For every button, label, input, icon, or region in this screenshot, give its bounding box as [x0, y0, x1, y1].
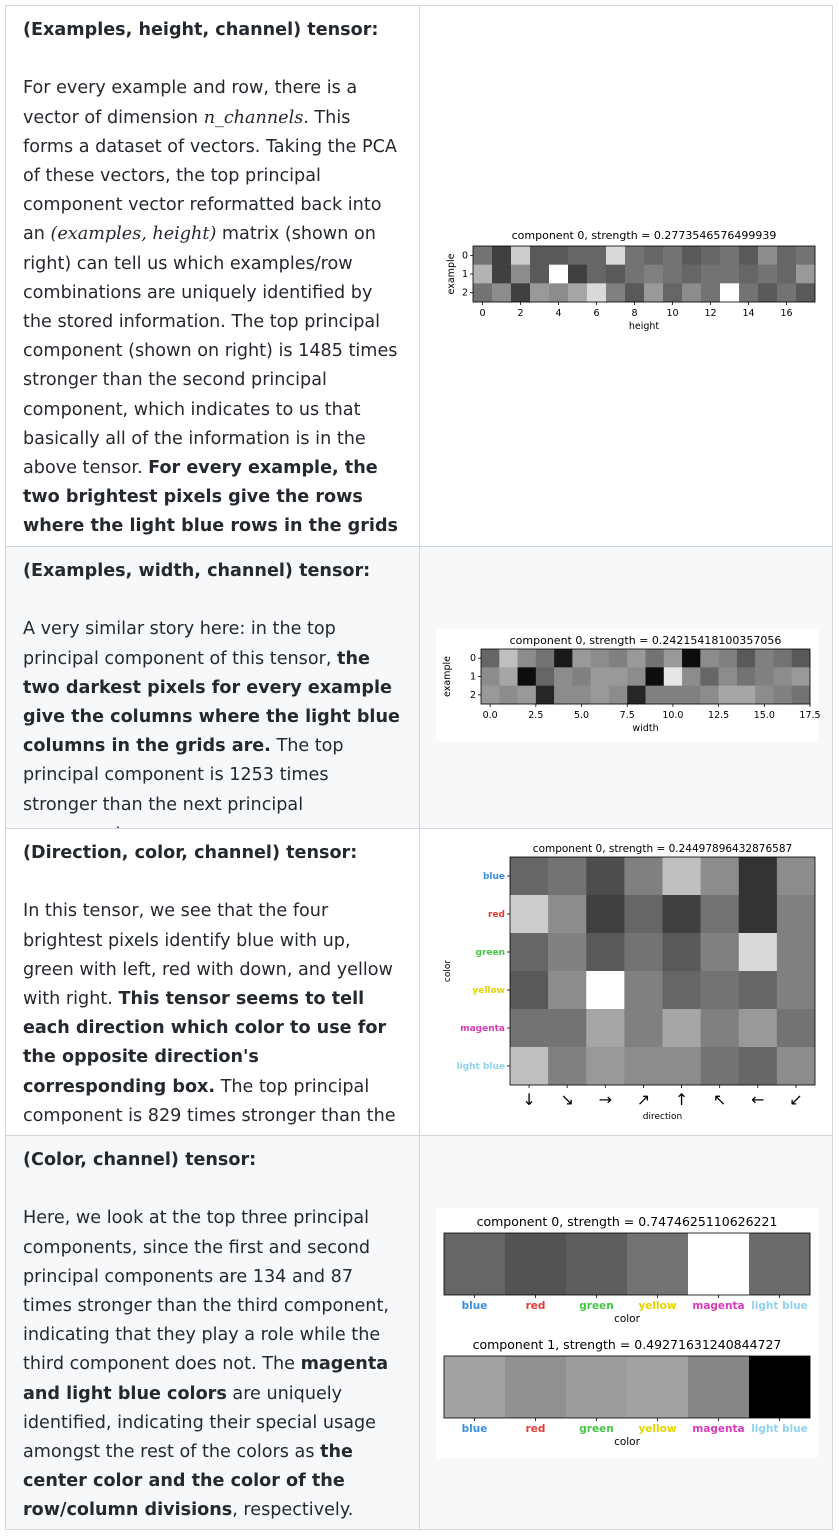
table-row-width-tensor — [5, 546, 833, 829]
heatmap-cell — [511, 283, 530, 302]
heatmap-cell — [663, 246, 682, 265]
x-tick-label: 16 — [780, 308, 793, 319]
heatmap-cell — [554, 667, 573, 686]
heatmap-cell — [624, 1009, 662, 1047]
heatmap-cell — [548, 857, 586, 895]
heatmap-cell — [505, 1356, 566, 1418]
heatmap-cell — [609, 686, 628, 705]
y-axis-label: example — [442, 656, 453, 697]
heatmap-cell — [773, 649, 792, 668]
heatmap-cell — [473, 246, 492, 265]
heatmap-cell — [481, 667, 500, 686]
math-expression: n_channels — [203, 107, 304, 128]
heatmap-cell — [549, 246, 568, 265]
x-tick-label: 14 — [742, 308, 755, 319]
heatmap-cell — [777, 1047, 815, 1085]
heatmap-cell — [739, 1009, 777, 1047]
heatmap-cell — [587, 283, 606, 302]
heatmap-cell — [739, 933, 777, 971]
heatmap-cell — [624, 1047, 662, 1085]
heatmap-cell — [792, 649, 811, 668]
x-tick-label: red — [525, 1423, 546, 1435]
heatmap-cell — [568, 246, 587, 265]
x-tick-label: magenta — [692, 1423, 745, 1435]
heatmap-cell — [536, 667, 555, 686]
heatmap-cell — [777, 246, 796, 265]
heatmap-cell — [499, 686, 518, 705]
x-tick-label: 12.5 — [708, 710, 730, 721]
heatmap-cell — [663, 1009, 701, 1047]
y-tick-label: 0 — [461, 250, 468, 262]
heatmap-cell — [627, 1233, 688, 1295]
heatmap-cell — [444, 1356, 505, 1418]
heatmap-cell — [682, 667, 701, 686]
heatmap-figure — [436, 629, 821, 741]
heatmap-cell — [719, 649, 738, 668]
heatmap-cell — [663, 971, 701, 1009]
paragraph-text: . This forms a dataset of vectors. Taking the PCA of these vectors, the top principal component vector reformatted back into an — [23, 107, 397, 245]
x-tick-label: 15.0 — [753, 710, 775, 721]
section-heading: (Examples, height, channel) tensor: — [23, 20, 379, 40]
heatmap-cell — [518, 667, 537, 686]
heatmap-cell — [664, 686, 683, 705]
x-tick-label: 10 — [666, 308, 679, 319]
heatmap-cell — [719, 686, 738, 705]
heatmap-cell — [701, 1009, 739, 1047]
heatmap-cell — [572, 649, 591, 668]
heatmap-cell — [663, 895, 701, 933]
heatmap-cell — [587, 265, 606, 284]
y-tick-label: 0 — [469, 653, 476, 665]
heatmap-cell — [663, 265, 682, 284]
heatmap-cell — [664, 667, 683, 686]
heatmap-cell — [688, 1356, 749, 1418]
description-cell — [23, 839, 406, 1160]
heatmap-cell — [663, 857, 701, 895]
y-tick-label: 1 — [461, 269, 468, 280]
paragraph-text: In this tensor, we see that the four brightest pixels identify blue with up, green with left, red with down, and yellow with right. — [23, 901, 393, 1009]
description-cell — [23, 1146, 406, 1526]
heatmap-cell — [777, 283, 796, 302]
heatmap-cell — [510, 857, 548, 895]
heatmap-cell — [773, 667, 792, 686]
heatmap-cell — [682, 686, 701, 705]
section-heading: (Color, channel) tensor: — [23, 1150, 257, 1170]
chart-title: component 1, strength = 0.49271631240844727 — [472, 1337, 782, 1352]
chart-title: component 0, strength = 0.2773546576499939 — [511, 229, 777, 242]
heatmap-cell — [701, 1047, 739, 1085]
table-row-direction-tensor — [5, 828, 833, 1136]
math-expression: (examples, height) — [50, 224, 217, 245]
heatmap-cell — [548, 971, 586, 1009]
heatmap-cell — [530, 246, 549, 265]
x-tick-label: green — [579, 1300, 614, 1312]
heatmap-cell — [624, 933, 662, 971]
heatmap-cell — [663, 1047, 701, 1085]
x-tick-label: 6 — [593, 308, 600, 319]
paragraph-text: are uniquely identified, indicating their special usage amongst the rest of the colors as — [23, 1383, 376, 1463]
heatmap-cell — [536, 649, 555, 668]
heatmap-cell — [481, 649, 500, 668]
y-axis-label: example — [446, 253, 457, 295]
bold-text: This tensor seems to tell each direction which color to use for the opposite direction's corresponding box. — [23, 989, 387, 1097]
paragraph-text: The top principal component is 829 times stronger than the — [23, 1076, 396, 1126]
column-divider — [419, 829, 420, 1135]
y-tick-label: yellow — [472, 986, 505, 996]
section-paragraph — [23, 615, 406, 849]
heatmap-cell — [444, 1233, 505, 1295]
x-tick-label: 10.0 — [662, 710, 684, 721]
heatmap-cell — [627, 686, 646, 705]
heatmap-cell — [627, 1356, 688, 1418]
heatmap-cell — [700, 649, 719, 668]
heatmap-cell — [548, 1047, 586, 1085]
y-tick-label: light blue — [456, 1062, 505, 1072]
heatmap-chart-pair — [436, 1208, 818, 1458]
x-axis-label: height — [628, 321, 660, 332]
heatmap-cell — [701, 933, 739, 971]
heatmap-cell — [549, 283, 568, 302]
heatmap-cell — [518, 686, 537, 705]
x-tick-label: red — [525, 1300, 546, 1312]
bold-text: the two darkest pixels for every example give the columns where the light blue columns in the grids are. — [23, 648, 400, 757]
heatmap-cell — [510, 933, 548, 971]
heatmap-cell — [606, 283, 625, 302]
heatmap-cell — [473, 265, 492, 284]
y-tick-label: 1 — [469, 671, 476, 683]
table-row-height-tensor — [5, 5, 833, 547]
heatmap-cell — [591, 649, 610, 668]
heatmap-cell — [682, 265, 701, 284]
x-tick-label: → — [598, 1090, 613, 1109]
heatmap-cell — [739, 246, 758, 265]
heatmap-cell — [586, 857, 624, 895]
x-tick-label: blue — [461, 1300, 488, 1312]
section-paragraph — [23, 897, 406, 1160]
y-tick-label: 2 — [461, 287, 468, 299]
x-tick-label: 17.5 — [799, 710, 821, 721]
chart-title: component 0, strength = 0.24215418100357056 — [509, 634, 782, 647]
heatmap-cell — [548, 895, 586, 933]
heatmap-cell — [739, 1047, 777, 1085]
heatmap-chart — [436, 629, 821, 741]
x-tick-label: ← — [751, 1090, 765, 1109]
heatmap-figure — [436, 837, 822, 1129]
heatmap-cell — [777, 857, 815, 895]
x-tick-label: ↓ — [522, 1090, 536, 1109]
heatmap-cell — [606, 246, 625, 265]
x-tick-label: ↙ — [789, 1090, 803, 1109]
heatmap-cell — [792, 667, 811, 686]
heatmap-cell — [492, 265, 511, 284]
x-tick-label: ↘ — [560, 1090, 574, 1109]
heatmap-cell — [518, 649, 537, 668]
heatmap-cell — [627, 667, 646, 686]
heatmap-cell — [492, 246, 511, 265]
heatmap-cell — [749, 1233, 810, 1295]
heatmap-cell — [720, 283, 739, 302]
y-tick-label: 2 — [469, 689, 476, 701]
heatmap-cell — [499, 649, 518, 668]
heatmap-cell — [586, 895, 624, 933]
heatmap-cell — [586, 933, 624, 971]
heatmap-cell — [739, 265, 758, 284]
table-row-color-tensor — [5, 1135, 833, 1530]
x-tick-label: magenta — [692, 1300, 745, 1312]
heatmap-cell — [548, 1009, 586, 1047]
paragraph-text: Here, we look at the top three principal components, since the first and second principal components are 134 and 87 times stronger than the third component, indicating that they play a role while the third component does not. The — [23, 1208, 389, 1375]
heatmap-cell — [625, 246, 644, 265]
x-tick-label: ↗ — [636, 1090, 651, 1109]
column-divider — [419, 1136, 420, 1529]
heatmap-cell — [749, 1356, 810, 1418]
x-tick-label: ↑ — [674, 1090, 689, 1109]
x-tick-label: 2.5 — [528, 710, 544, 721]
heatmap-cell — [606, 265, 625, 284]
heatmap-cell — [777, 971, 815, 1009]
heatmap-cell — [758, 246, 777, 265]
heatmap-cell — [591, 686, 610, 705]
heatmap-cell — [510, 1009, 548, 1047]
heatmap-cell — [758, 265, 777, 284]
heatmap-cell — [701, 246, 720, 265]
heatmap-cell — [739, 971, 777, 1009]
heatmap-cell — [646, 649, 665, 668]
y-axis-label: color — [443, 959, 453, 983]
heatmap-cell — [492, 283, 511, 302]
section-heading: (Examples, width, channel) tensor: — [23, 561, 371, 581]
bold-text: the center color and the color of the row/column divisions — [23, 1442, 353, 1521]
heatmap-cell — [701, 265, 720, 284]
heatmap-cell — [586, 1047, 624, 1085]
heatmap-cell — [625, 265, 644, 284]
heatmap-cell — [548, 933, 586, 971]
heatmap-cell — [510, 1047, 548, 1085]
heatmap-cell — [755, 686, 774, 705]
paragraph-text: For every example and row, there is a vector of dimension — [23, 78, 358, 128]
bold-text: magenta and light blue colors — [23, 1354, 389, 1404]
heatmap-cell — [499, 667, 518, 686]
heatmap-cell — [554, 649, 573, 668]
section-heading: (Direction, color, channel) tensor: — [23, 843, 358, 863]
x-axis-label: width — [632, 723, 659, 734]
heatmap-cell — [530, 283, 549, 302]
heatmap-cell — [777, 1009, 815, 1047]
heatmap-cell — [682, 246, 701, 265]
x-tick-label: light blue — [751, 1300, 808, 1312]
heatmap-cell — [644, 265, 663, 284]
heatmap-cell — [777, 265, 796, 284]
heatmap-cell — [720, 265, 739, 284]
x-tick-label: 8 — [631, 308, 638, 319]
paragraph-text: A very similar story here: in the top principal component of this tensor, — [23, 619, 338, 669]
heatmap-cell — [646, 686, 665, 705]
heatmap-cell — [646, 667, 665, 686]
heatmap-cell — [737, 667, 756, 686]
heatmap-cell — [739, 857, 777, 895]
x-tick-label: ↖ — [712, 1090, 727, 1109]
heatmap-cell — [511, 265, 530, 284]
heatmap-cell — [701, 857, 739, 895]
description-cell — [23, 557, 406, 849]
heatmap-cell — [755, 649, 774, 668]
section-paragraph — [23, 1204, 406, 1525]
heatmap-cell — [777, 933, 815, 971]
heatmap-cell — [688, 1233, 749, 1295]
heatmap-cell — [664, 649, 683, 668]
heatmap-cell — [700, 667, 719, 686]
heatmap-cell — [719, 667, 738, 686]
heatmap-cell — [755, 667, 774, 686]
heatmap-cell — [554, 686, 573, 705]
heatmap-cell — [511, 246, 530, 265]
heatmap-cell — [591, 667, 610, 686]
heatmap-cell — [566, 1356, 627, 1418]
paragraph-text: matrix (shown on right) can tell us which examples/row combinations are uniquely identified by the stored information. The top principal component (shown on right) is 1485 times stronger than the second principal component, which indicates to us that basically all of the information is in the above tensor. — [23, 224, 398, 479]
x-tick-label: 4 — [555, 308, 562, 319]
heatmap-cell — [586, 971, 624, 1009]
bold-text: For every example, the two brightest pixels give the rows where the light blue rows in the grids — [23, 458, 399, 537]
heatmap-cell — [777, 895, 815, 933]
heatmap-cell — [572, 686, 591, 705]
heatmap-cell — [572, 667, 591, 686]
x-axis-label: color — [614, 1436, 640, 1448]
heatmap-cell — [530, 265, 549, 284]
heatmap-cell — [568, 283, 587, 302]
heatmap-cell — [627, 649, 646, 668]
heatmap-cell — [739, 895, 777, 933]
paragraph-text: The top principal component is 1253 times stronger than the next principal — [23, 736, 344, 815]
heatmap-cell — [682, 649, 701, 668]
column-divider — [419, 547, 420, 828]
heatmap-cell — [796, 283, 815, 302]
heatmap-cell — [624, 895, 662, 933]
heatmap-cell — [549, 265, 568, 284]
chart-title: component 0, strength = 0.24497896432876587 — [532, 843, 793, 855]
x-tick-label: 0.0 — [482, 710, 498, 721]
x-tick-label: blue — [461, 1423, 488, 1435]
heatmap-cell — [737, 649, 756, 668]
heatmap-cell — [737, 686, 756, 705]
x-tick-label: yellow — [638, 1300, 677, 1312]
x-tick-label: 5.0 — [573, 710, 590, 721]
y-tick-label: magenta — [460, 1024, 505, 1034]
heatmap-cell — [510, 971, 548, 1009]
heatmap-cell — [609, 649, 628, 668]
heatmap-cell — [624, 857, 662, 895]
y-tick-label: red — [488, 910, 505, 920]
heatmap-cell — [663, 283, 682, 302]
x-axis-label: direction — [642, 1112, 683, 1122]
heatmap-cell — [701, 283, 720, 302]
x-tick-label: 0 — [479, 308, 486, 319]
x-tick-label: yellow — [638, 1423, 677, 1435]
y-tick-label: blue — [482, 872, 505, 882]
heatmap-cell — [792, 686, 811, 705]
heatmap-cell — [796, 246, 815, 265]
heatmap-cell — [566, 1233, 627, 1295]
description-cell — [23, 16, 406, 571]
x-tick-label: green — [579, 1423, 614, 1435]
x-tick-label: light blue — [751, 1423, 808, 1435]
heatmap-cell — [758, 283, 777, 302]
y-tick-label: green — [475, 948, 505, 958]
section-paragraph — [23, 74, 406, 570]
heatmap-chart — [440, 220, 820, 338]
heatmap-cell — [568, 265, 587, 284]
heatmap-cell — [701, 971, 739, 1009]
heatmap-cell — [700, 686, 719, 705]
x-tick-label: 2 — [517, 308, 524, 319]
heatmap-cell — [536, 686, 555, 705]
heatmap-figure — [436, 1208, 818, 1458]
heatmap-cell — [720, 246, 739, 265]
heatmap-cell — [739, 283, 758, 302]
heatmap-cell — [505, 1233, 566, 1295]
chart-title: component 0, strength = 0.7474625110626221 — [476, 1214, 778, 1229]
column-divider — [419, 6, 420, 546]
heatmap-cell — [682, 283, 701, 302]
heatmap-cell — [609, 667, 628, 686]
heatmap-cell — [481, 686, 500, 705]
heatmap-cell — [473, 283, 492, 302]
heatmap-cell — [624, 971, 662, 1009]
x-axis-label: color — [614, 1313, 640, 1325]
heatmap-cell — [625, 283, 644, 302]
heatmap-cell — [773, 686, 792, 705]
heatmap-cell — [586, 1009, 624, 1047]
heatmap-cell — [663, 933, 701, 971]
x-tick-label: 12 — [704, 308, 717, 319]
heatmap-cell — [587, 246, 606, 265]
heatmap-cell — [644, 246, 663, 265]
heatmap-cell — [510, 895, 548, 933]
heatmap-figure — [440, 220, 820, 338]
heatmap-cell — [796, 265, 815, 284]
heatmap-cell — [701, 895, 739, 933]
heatmap-cell — [644, 283, 663, 302]
paragraph-text: , respectively. — [232, 1500, 354, 1521]
heatmap-chart — [436, 837, 822, 1129]
x-tick-label: 7.5 — [619, 710, 635, 721]
